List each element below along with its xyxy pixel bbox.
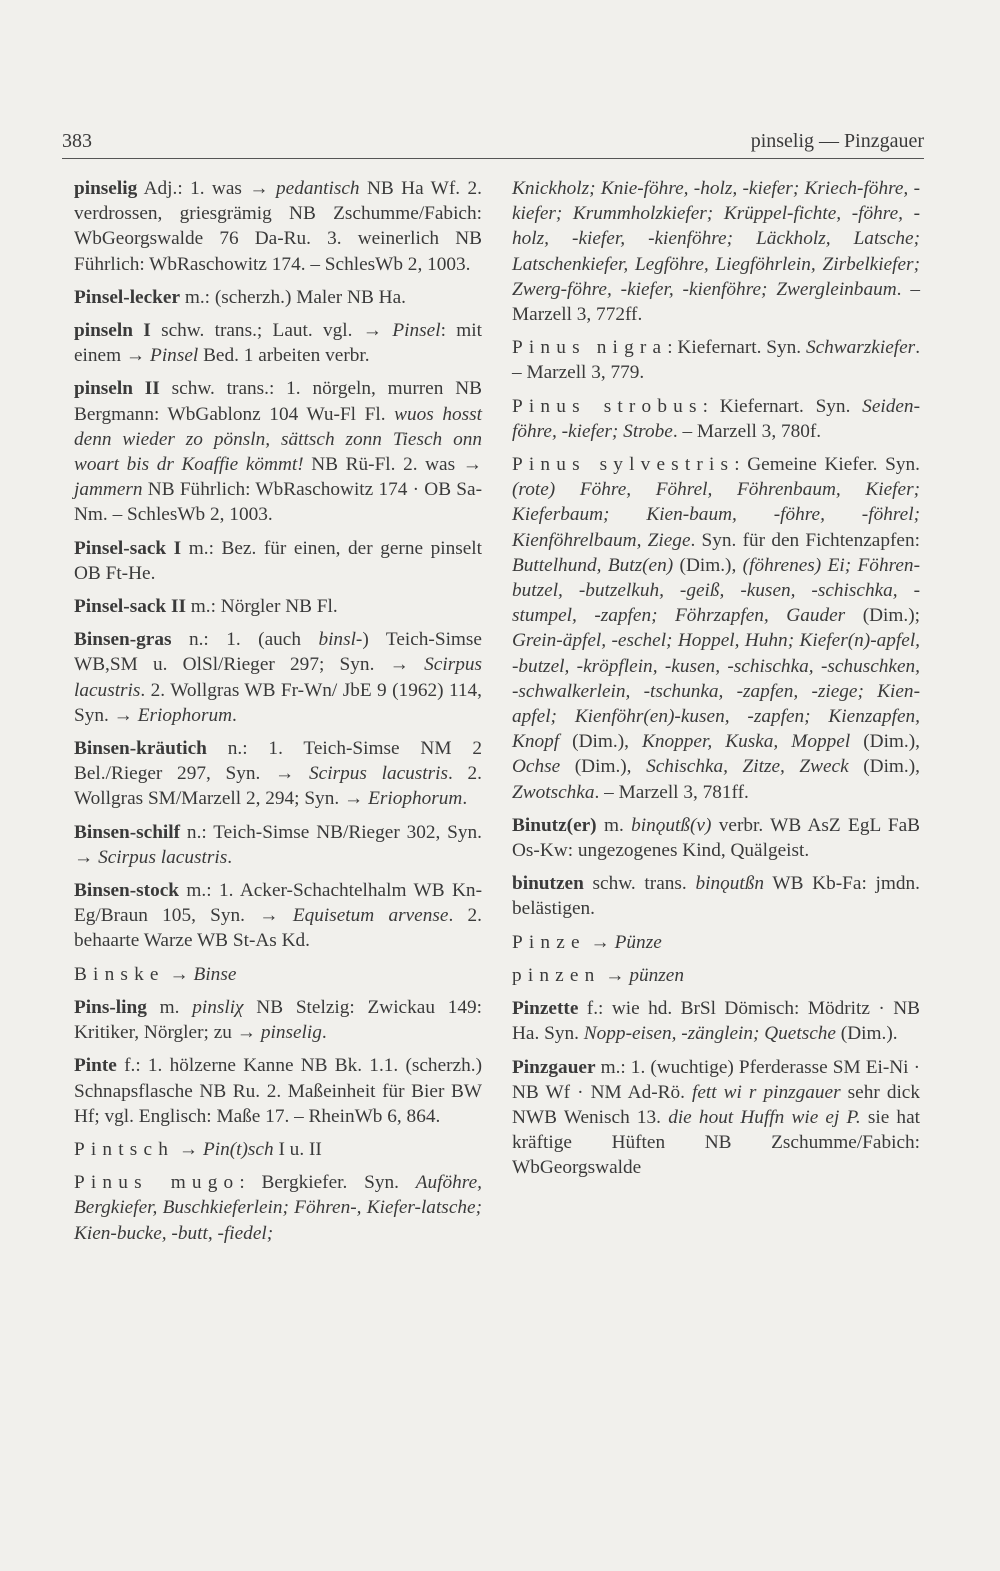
entry-body: schw. trans.; Laut. vgl. → Pinsel: mit einem → Pinsel Bed. 1 arbeiten verbr.: [74, 320, 482, 367]
running-head: [62, 128, 924, 159]
dictionary-entry: [74, 1170, 482, 1246]
dictionary-entry: [512, 871, 920, 921]
dictionary-entry: [74, 285, 482, 310]
entry-body: Pinus strobus: Kiefernart. Syn. Seiden-föhre, -kiefer; Strobe. – Marzell 3, 780f.: [512, 395, 920, 442]
entry-body: Knickholz; Knie-föhre, -holz, -kiefer; Kriech-föhre, -kiefer; Krummholzkiefer; Krüppel-fichte, -föhre, -holz, -kiefer, -kienföhre; Läckholz, Latsche; Latschenkiefer, Legföhre, Liegföhrlein, Zirbelkiefer; Zwerg-föhre, -kiefer, -kienföhre; Zwergleinbaum. – Marzell 3, 772ff.: [512, 178, 920, 326]
entry-headword: Binsen-stock: [74, 880, 179, 902]
entry-headword: Pinsel-sack I: [74, 537, 182, 559]
entry-headword: Binsen-gras: [74, 629, 172, 651]
entry-body: n.: 1. Teich-Simse NM 2 Bel./Rieger 297, Syn. → Scirpus lacustris. 2. Wollgras SM/Marzell 2, 294; Syn. → Eriophorum.: [74, 738, 483, 810]
entry-body: pinzen → pünzen: [512, 964, 684, 986]
entry-headword: pinseln I: [74, 320, 151, 342]
dictionary-entry: [74, 594, 482, 619]
dictionary-entry: [74, 376, 482, 527]
entry-headword: Pinzgauer: [512, 1056, 596, 1078]
dictionary-entry: [512, 176, 920, 327]
entry-headword: Pins-ling: [74, 996, 147, 1018]
dictionary-entry: [74, 318, 482, 368]
entry-headword: Pinsel-lecker: [74, 286, 181, 308]
dictionary-entry: [74, 536, 482, 586]
entry-headword: Binsen-kräutich: [74, 738, 207, 760]
entry-headword: Pinzette: [512, 998, 579, 1020]
entry-body: Pinus nigra: Kiefernart. Syn. Schwarzkiefer. – Marzell 3, 779.: [512, 337, 921, 384]
entry-body: m.: (scherzh.) Maler NB Ha.: [180, 286, 406, 308]
entry-headword: Binsen-schilf: [74, 821, 181, 843]
dictionary-entry: [512, 335, 920, 385]
entry-body: m. binǫutß(v) verbr. WB AsZ EgL FaB Os-Kw: ungezogenes Kind, Quälgeist.: [512, 814, 920, 862]
dictionary-entry: [74, 995, 482, 1045]
dictionary-entry: [512, 394, 920, 444]
entry-body: f.: wie hd. BrSl Dömisch: Mödritz · NB Ha. Syn. Nopp-eisen, -zänglein; Quetsche (Dim.).: [512, 998, 920, 1045]
entry-body: schw. trans.: 1. nörgeln, murren NB Bergmann: WbGablonz 104 Wu-Fl Fl. wuos hosst denn wieder zo pönsln, sättsch zonn Tiesch onn woart bis dr Koaffie kömmt! NB Rü-Fl. 2. was → jammern NB Führlich: WbRaschowitz 174 · OB Sa-Nm. – SchlesWb 2, 1003.: [74, 378, 482, 526]
entry-body: n.: Teich-Simse NB/Rieger 302, Syn. → Scirpus lacustris.: [74, 821, 482, 868]
entry-body: Pinze → Pünze: [512, 931, 662, 953]
dictionary-entry: [74, 176, 482, 277]
dictionary-entry: [512, 1055, 920, 1181]
dictionary-entry: [74, 627, 482, 728]
left-column: [74, 176, 482, 1254]
entry-body: schw. trans. binǫutßn WB Kb-Fa: jmdn. belästigen.: [512, 873, 920, 920]
dictionary-entry: [512, 963, 920, 988]
entry-headword: pinseln II: [74, 378, 160, 400]
dictionary-entry: [512, 452, 920, 805]
entry-body: f.: 1. hölzerne Kanne NB Bk. 1.1. (scherzh.) Schnapsflasche NB Ru. 2. Maßeinheit für Bier BW Hf; vgl. Englisch: Maße 17. – RheinWb 6, 864.: [74, 1055, 482, 1127]
dictionary-entry: [512, 813, 920, 863]
entry-body: m.: 1. (wuchtige) Pferderasse SM Ei-Ni · NB Wf · NM Ad-Rö. fett wi r pinzgauer sehr dick NWB Wenisch 13. die hout Huffn wie ej P. sie hat kräftige Hüften NB Zschumme/Fabich: WbGeorgswalde: [512, 1056, 921, 1179]
entry-headword: Binutz(er): [512, 814, 597, 836]
dictionary-entry: [74, 962, 482, 987]
entry-body: Pintsch → Pin(t)sch I u. II: [74, 1138, 322, 1160]
entry-body: Adj.: 1. was → pedantisch NB Ha Wf. 2. verdrossen, griesgrämig NB Zschumme/Fabich: WbGeorgswalde 76 Da-Ru. 3. weinerlich NB Führlich: WbRaschowitz 174. – SchlesWb 2, 1003.: [74, 178, 482, 275]
dictionary-entry: [512, 930, 920, 955]
entry-headword: Pinsel-sack II: [74, 596, 186, 618]
entry-body: Pinus mugo: Bergkiefer. Syn. Auföhre, Bergkiefer, Buschkieferlein; Föhren-, Kiefer-latsche; Kien-bucke, -butt, -fiedel;: [74, 1172, 482, 1244]
dictionary-entry: [74, 1137, 482, 1162]
entry-body: m.: Bez. für einen, der gerne pinselt OB Ft-He.: [74, 537, 482, 584]
entry-body: m.: Nörgler NB Fl.: [185, 596, 338, 618]
dictionary-entry: [512, 996, 920, 1046]
entry-headword: pinselig: [74, 178, 138, 199]
entry-body: Binske → Binse: [74, 963, 237, 985]
dictionary-entry: [74, 878, 482, 954]
dictionary-entry: [74, 1053, 482, 1129]
running-title: pinselig — Pinzgauer: [750, 130, 924, 152]
dictionary-entry: [74, 736, 482, 812]
entry-headword: Pinte: [74, 1055, 117, 1077]
right-column: [512, 176, 920, 1189]
page-number: 383: [62, 130, 92, 152]
entry-body: m.: 1. Acker-Schachtelhalm WB Kn-Eg/Braun 105, Syn. → Equisetum arvense. 2. behaarte Warze WB St-As Kd.: [74, 880, 482, 952]
entry-headword: binutzen: [512, 873, 584, 895]
entry-body: Pinus sylvestris: Gemeine Kiefer. Syn. (rote) Föhre, Föhrel, Föhrenbaum, Kiefer; Kieferbaum; Kien-baum, -föhre, -föhrel; Kienföhrelbaum, Ziege. Syn. für den Fichtenzapfen: Buttelhund, Butz(en) (Dim.), (föhrenes) Ei; Föhren-butzel, -butzelkuh, -geiß, -kusen, -schischka, -stumpel, -zapfen; Föhrzapfen, Gauder (Dim.); Grein-äpfel, -eschel; Hoppel, Huhn; Kiefer(n)-apfel, -butzel, -kröpflein, -kusen, -schischka, -schuschken, -schwalkerlein, -tschunka, -zapfen, -ziege; Kien-apfel; Kienföhr(en)-kusen, -zapfen; Kienzapfen, Knopf (Dim.), Knopper, Kuska, Moppel (Dim.), Ochse (Dim.), Schischka, Zitze, Zweck (Dim.), Zwotschka. – Marzell 3, 781ff.: [512, 454, 921, 803]
entry-body: n.: 1. (auch binsl-) Teich-Simse WB,SM u. OlSl/Rieger 297; Syn. → Scirpus lacustris. 2. Wollgras WB Fr-Wn/ JbE 9 (1962) 114, Syn. → Eriophorum.: [74, 629, 482, 726]
dictionary-entry: [74, 820, 482, 870]
entry-body: m. pinsliχ NB Stelzig: Zwickau 149: Kritiker, Nörgler; zu → pinselig.: [74, 996, 482, 1044]
